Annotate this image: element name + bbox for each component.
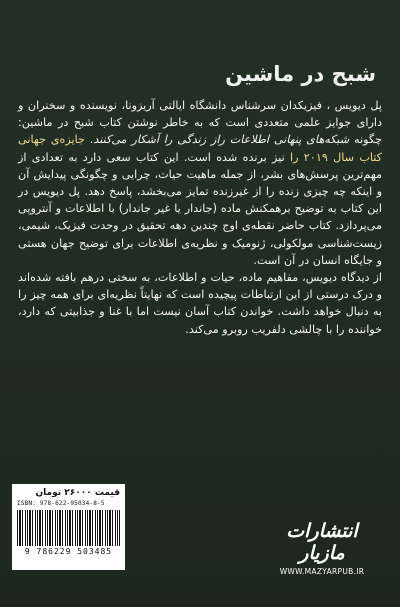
publisher-logo: انتشارات مازیار: [286, 520, 358, 564]
subtitle-text: شبکه‌های پنهانی اطلاعات راز زندگی را آشکار می‌کنند: [93, 133, 350, 147]
blurb-text: پل دیویس ، فیزیکدان سرشناس دانشگاه ایالتی آریزونا، نویسنده و سخنران و دارای جوایز علمی متعددی است که به خاطر نوشتن کتاب شبح در ماشین: چگونه: [18, 99, 382, 147]
publisher-block: [262, 520, 382, 576]
award-highlight: جایزه‌ی جهانی کتاب سال ۲۰۱۹ را: [18, 133, 382, 164]
blurb-paragraph-1: [18, 97, 382, 269]
blurb-text: .: [84, 133, 94, 147]
barcode-bars: [17, 510, 120, 546]
blurb-text: نیز برنده شده است. این کتاب سعی دارد به تعدادی از مهم‌ترین پرسش‌های بشر، از جمله ماهیت حیات، چرایی و چگونگی پیدایش آن و اینکه چه چیزی زنده را از غیرزنده تمایز می‌بخشد، پاسخ دهد. پل دیویس در این کتاب به توضیح برهمکنش ماده (جاندار یا غیر جاندار) با اطلاعات و آنتروپی می‌پردازد. کتاب حاضر نقطه‌ی اوج چندین دهه تحقیق در وحدت فیزیک، شیمی، زیست‌شناسی مولکولی، ژنومیک و نظریه‌ی اطلاعات برای توضیح جهان هستی و جایگاه انسان در آن است.: [18, 150, 382, 267]
barcode-number: 9 786229 503485: [24, 547, 113, 556]
blurb-text: از دیدگاه دیویس، مفاهیم ماده، حیات و اطلاعات، به سختی درهم بافته شده‌اند و درک درستی از این ارتباطات پیچیده است که نهایتاً نظریه‌ای برای همه چیز را به دنبال خواهد داشت. خواندن کتاب آسان نیست اما با غنا و جذابیتی که دارد، خواننده را با چالشی دلفریب روبرو می‌کند.: [18, 271, 382, 336]
blurb-paragraph-2: [18, 269, 382, 338]
barcode-label: [12, 484, 125, 570]
blurb: [18, 97, 382, 338]
publisher-url: WWW.MAZYARPUB.IR: [279, 567, 365, 576]
isbn-text: ISBN: 978-622-95034-8-5: [17, 500, 105, 507]
book-title: شبح در ماشین: [225, 62, 376, 86]
price-label: قیمت ۲۶۰۰۰ تومان: [35, 488, 120, 498]
